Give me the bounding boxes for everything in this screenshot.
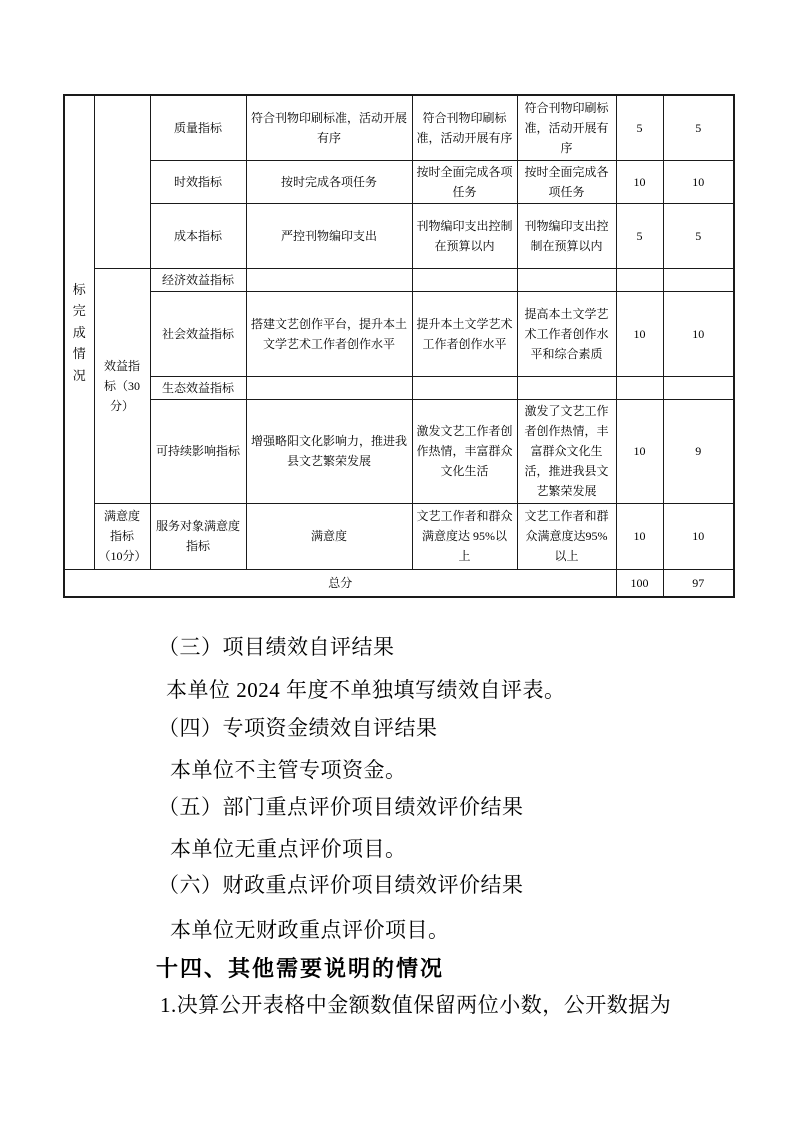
cell-self-score: 10 [663, 291, 734, 376]
cell-self-score: 10 [663, 503, 734, 569]
cell-analysis [517, 376, 616, 399]
table-row-total [64, 569, 734, 597]
cell-target: 严控刊物编印支出 [246, 203, 412, 268]
cell-total-self-score: 97 [663, 569, 734, 597]
table-row-timeliness [64, 160, 734, 203]
cell-indicator: 质量指标 [150, 95, 246, 160]
cell-row-group-vertical-label [64, 95, 94, 569]
cell-full-score: 5 [616, 95, 663, 160]
cell-indicator: 生态效益指标 [150, 376, 246, 399]
table-row-quality [64, 95, 734, 160]
cell-total-full-score: 100 [616, 569, 663, 597]
cell-analysis: 符合刊物印刷标准，活动开展有序 [517, 95, 616, 160]
cell-actual [412, 376, 517, 399]
cell-full-score: 10 [616, 399, 663, 503]
cell-actual: 提升本土文学艺术工作者创作水平 [412, 291, 517, 376]
table-row-social-benefit [64, 291, 734, 376]
performance-indicator-table [63, 94, 735, 598]
cell-actual: 文艺工作者和群众满意度达 95%以上 [412, 503, 517, 569]
cell-actual: 符合刊物印刷标准，活动开展有序 [412, 95, 517, 160]
cell-indicator: 成本指标 [150, 203, 246, 268]
section-3-heading: （三）项目绩效自评结果 [158, 635, 395, 659]
cell-target: 增强略阳文化影响力，推进我县文艺繁荣发展 [246, 399, 412, 503]
chapter-14-body: 1.决算公开表格中金额数值保留两位小数，公开数据为 [160, 993, 672, 1017]
cell-self-score: 10 [663, 160, 734, 203]
cell-actual: 刊物编印支出控制在预算以内 [412, 203, 517, 268]
cell-group-output [94, 95, 150, 268]
cell-target: 搭建文艺创作平台，提升本土文学艺术工作者创作水平 [246, 291, 412, 376]
cell-self-score: 5 [663, 95, 734, 160]
cell-full-score [616, 376, 663, 399]
cell-analysis [517, 268, 616, 291]
section-4-heading: （四）专项资金绩效自评结果 [158, 716, 438, 740]
cell-indicator: 社会效益指标 [150, 291, 246, 376]
cell-target: 按时完成各项任务 [246, 160, 412, 203]
section-5-body: 本单位无重点评价项目。 [170, 837, 407, 861]
table-row-sustainability [64, 399, 734, 503]
vertical-label-text: 标完成情况 [72, 281, 86, 383]
cell-actual: 按时全面完成各项任务 [412, 160, 517, 203]
cell-analysis: 激发了文艺工作者创作热情，丰富群众文化生活，推进我县文艺繁荣发展 [517, 399, 616, 503]
cell-self-score: 5 [663, 203, 734, 268]
table-row-cost [64, 203, 734, 268]
cell-indicator: 时效指标 [150, 160, 246, 203]
cell-analysis: 文艺工作者和群众满意度达95%以上 [517, 503, 616, 569]
table-row-economic-benefit [64, 268, 734, 291]
cell-target [246, 376, 412, 399]
cell-full-score: 10 [616, 503, 663, 569]
cell-total-label: 总分 [64, 569, 616, 597]
section-5-heading: （五）部门重点评价项目绩效评价结果 [158, 795, 524, 819]
cell-actual [412, 268, 517, 291]
section-6-heading: （六）财政重点评价项目绩效评价结果 [158, 873, 524, 897]
cell-analysis: 提高本土文学艺术工作者创作水平和综合素质 [517, 291, 616, 376]
cell-analysis: 按时全面完成各项任务 [517, 160, 616, 203]
cell-target [246, 268, 412, 291]
cell-self-score [663, 268, 734, 291]
cell-group-benefit: 效益指标（30分） [94, 268, 150, 503]
section-3-body: 本单位 2024 年度不单独填写绩效自评表。 [166, 678, 566, 702]
cell-target: 满意度 [246, 503, 412, 569]
cell-analysis: 刊物编印支出控制在预算以内 [517, 203, 616, 268]
chapter-14-heading: 十四、其他需要说明的情况 [156, 956, 445, 981]
cell-target: 符合刊物印刷标准，活动开展有序 [246, 95, 412, 160]
cell-full-score [616, 268, 663, 291]
cell-full-score: 5 [616, 203, 663, 268]
cell-full-score: 10 [616, 291, 663, 376]
section-6-body: 本单位无财政重点评价项目。 [170, 918, 450, 942]
cell-full-score: 10 [616, 160, 663, 203]
cell-indicator: 可持续影响指标 [150, 399, 246, 503]
cell-self-score [663, 376, 734, 399]
section-4-body: 本单位不主管专项资金。 [170, 758, 407, 782]
cell-actual: 激发文艺工作者创作热情，丰富群众文化生活 [412, 399, 517, 503]
cell-self-score: 9 [663, 399, 734, 503]
table-row-ecological-benefit [64, 376, 734, 399]
cell-indicator: 经济效益指标 [150, 268, 246, 291]
cell-group-satisfaction: 满意度指标（10分） [94, 503, 150, 569]
table-row-satisfaction [64, 503, 734, 569]
cell-indicator: 服务对象满意度指标 [150, 503, 246, 569]
